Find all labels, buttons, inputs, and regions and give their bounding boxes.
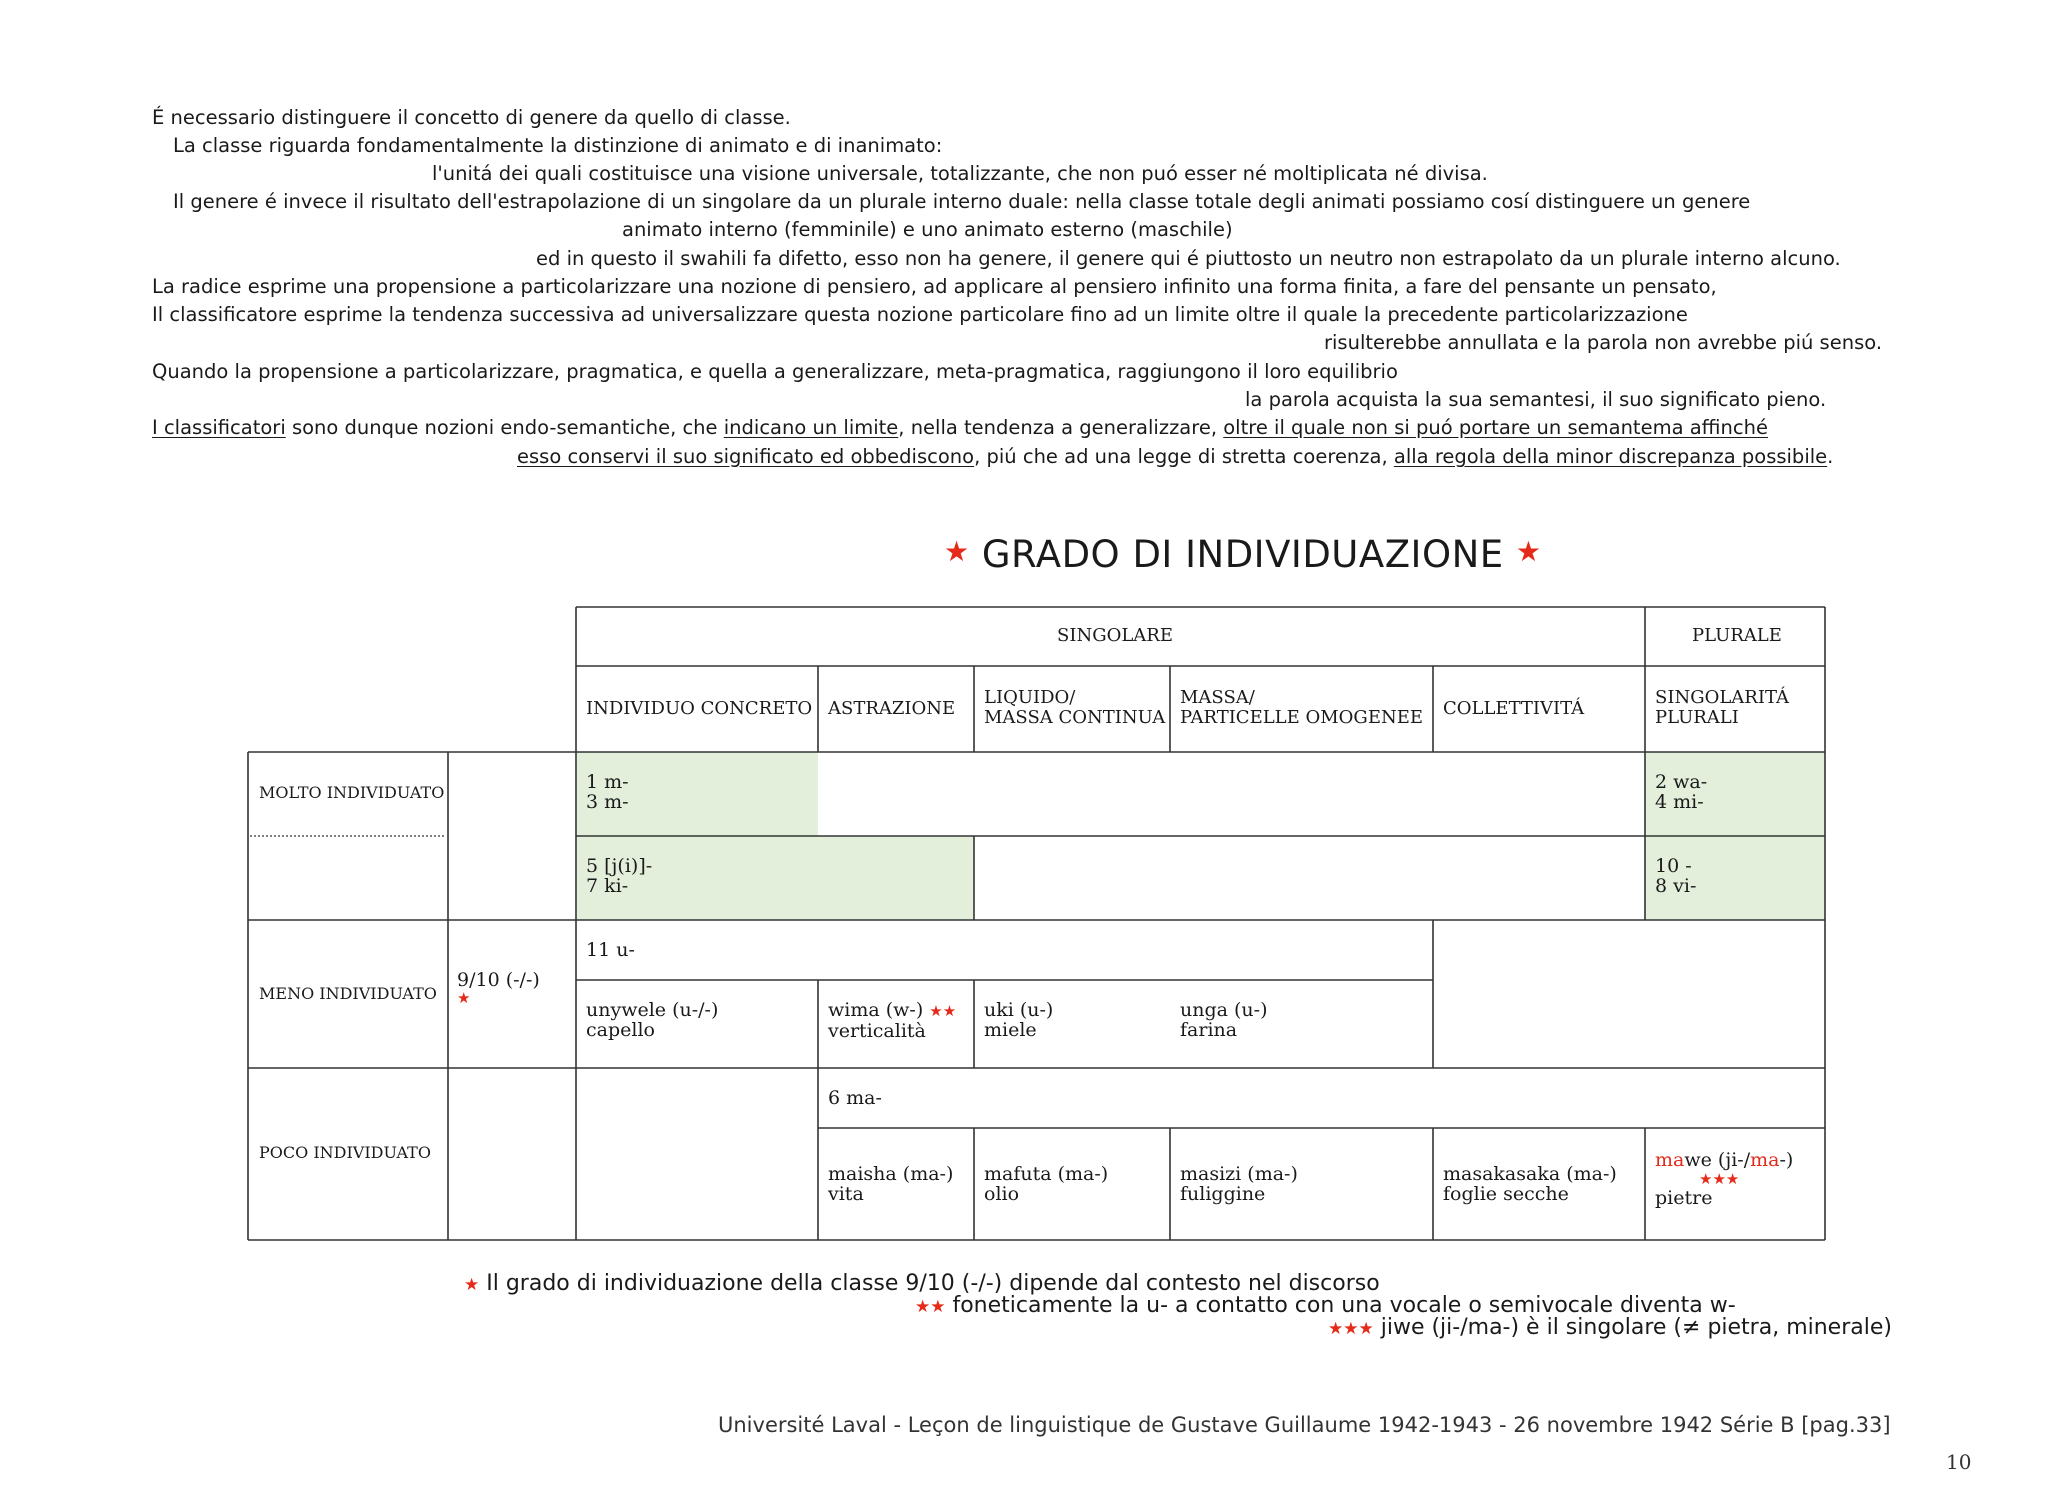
underlined-obbediscono: esso conservi il suo significato ed obbediscono xyxy=(517,445,975,468)
underlined-semantema: oltre il quale non si puó portare un semantema affinché xyxy=(1223,416,1768,439)
cell-2wa-4mi xyxy=(1655,772,1707,812)
cell-unga xyxy=(1180,1000,1268,1040)
star-icon: ★★★ xyxy=(1699,1170,1740,1188)
text-line-2: La classe riguarda fondamentalmente la distinzione di animato e di inanimato: xyxy=(173,134,943,157)
cell-line: farina xyxy=(1180,1019,1238,1041)
cell-line: 1 m- xyxy=(586,771,629,793)
cell-line: 10 - xyxy=(1655,855,1692,877)
footnote-text: Il grado di individuazione della classe 9/10 (-/-) dipende dal contesto nel discorso xyxy=(479,1271,1380,1296)
text-segment: , piú che ad una legge di stretta coerenza, xyxy=(974,445,1394,468)
text-segment: . xyxy=(1827,445,1834,468)
row-meno-individuato: MENO INDIVIDUATO xyxy=(259,984,437,1003)
cell-line: 4 mi- xyxy=(1655,791,1704,813)
title-text: GRADO DI INDIVIDUAZIONE xyxy=(981,533,1504,576)
col-massa-line1: MASSA/ xyxy=(1180,687,1255,708)
underlined-regola: alla regola della minor discrepanza possibile xyxy=(1393,445,1828,468)
text-line-7: La radice esprime una propensione a particolarizzare una nozione di pensiero, ad applicare al pensiero infinito una forma finita, a fare del pensante un pensato, xyxy=(152,275,1717,298)
cell-line: verticalità xyxy=(828,1020,926,1042)
text-line-4: Il genere é invece il risultato dell'estrapolazione di un singolare da un plurale interno duale: nella classe totale degli animati possiamo cosí distinguere un genere xyxy=(173,190,1751,213)
text-segment: we (ji-/ xyxy=(1684,1149,1751,1171)
star-icon: ★ xyxy=(457,989,471,1007)
cell-line: maisha (ma-) xyxy=(828,1163,954,1185)
star-icon: ★ xyxy=(944,535,970,568)
cell-line: mafuta (ma-) xyxy=(984,1163,1109,1185)
col-singolarita-line2: PLURALI xyxy=(1655,707,1739,728)
text-line-5: animato interno (femminile) e uno animato esterno (maschile) xyxy=(622,218,1233,241)
col-liquido xyxy=(984,688,1165,728)
underlined-classificatori: I classificatori xyxy=(152,416,286,439)
cell-line: masizi (ma-) xyxy=(1180,1163,1298,1185)
text-line-8: Il classificatore esprime la tendenza successiva ad universalizzare questa nozione particolare fino ad un limite oltre il quale la precedente particolarizzazione xyxy=(152,303,1688,326)
footnote-3 xyxy=(1328,1316,1892,1341)
col-massa-line2: PARTICELLE OMOGENEE xyxy=(1180,707,1423,728)
cell-line: unywele (u-/-) xyxy=(586,999,719,1021)
cell-masakasaka xyxy=(1443,1164,1617,1204)
col-singolarita-line1: SINGOLARITÁ xyxy=(1655,687,1789,708)
star-icon: ★ xyxy=(1515,535,1542,568)
cell-masizi xyxy=(1180,1164,1298,1204)
col-astrazione: ASTRAZIONE xyxy=(828,698,956,719)
cell-line: capello xyxy=(586,1019,655,1041)
footnote-text: jiwe (ji-/ma-) è il singolare (≠ pietra, minerale) xyxy=(1373,1315,1892,1340)
source-credit: Université Laval - Leçon de linguistique de Gustave Guillaume 1942-1943 - 26 novembre 1942 Série B [pag.33] xyxy=(718,1413,1891,1437)
text-line-10: Quando la propensione a particolarizzare, pragmatica, e quella a generalizzare, meta-pragmatica, raggiungono il loro equilibrio xyxy=(152,360,1398,383)
cell-line: foglie secche xyxy=(1443,1183,1569,1205)
col-liquido-line2: MASSA CONTINUA xyxy=(984,707,1166,728)
star-icon: ★★ xyxy=(915,1297,946,1317)
cell-line: miele xyxy=(984,1019,1037,1041)
col-individuo-concreto: INDIVIDUO CONCRETO xyxy=(586,698,813,719)
underlined-limite: indicano un limite xyxy=(723,416,899,439)
cell-unywele xyxy=(586,1000,718,1040)
text-segment: , nella tendenza a generalizzare, xyxy=(898,416,1224,439)
cell-1m-3m xyxy=(586,772,629,812)
cell-mafuta xyxy=(984,1164,1108,1204)
cell-line: pietre xyxy=(1655,1187,1713,1209)
text-line-6: ed in questo il swahili fa difetto, esso non ha genere, il genere qui é piuttosto un neutro non estrapolato da un plurale interno alcuno. xyxy=(536,247,1841,270)
text-red: ma xyxy=(1655,1149,1685,1171)
col-massa xyxy=(1180,688,1423,728)
cell-line: 3 m- xyxy=(586,791,629,813)
class-9-10 xyxy=(457,970,540,1006)
cell-line: 2 wa- xyxy=(1655,771,1708,793)
row-poco-individuato: POCO INDIVIDUATO xyxy=(259,1143,431,1162)
star-icon: ★ xyxy=(464,1275,480,1295)
page-number: 10 xyxy=(1946,1450,1972,1474)
star-icon: ★★★ xyxy=(1328,1319,1374,1339)
text-line-1: É necessario distinguere il concetto di genere da quello di classe. xyxy=(152,106,791,129)
cell-wima xyxy=(828,1000,956,1041)
col-collettivita: COLLETTIVITÁ xyxy=(1443,698,1585,719)
text-red: ma xyxy=(1750,1149,1780,1171)
cell-11u: 11 u- xyxy=(586,939,635,961)
cell-line: masakasaka (ma-) xyxy=(1443,1163,1617,1185)
text-segment: sono dunque nozioni endo-semantiche, che xyxy=(285,416,724,439)
footnote-text: foneticamente la u- a contatto con una vocale o semivocale diventa w- xyxy=(945,1293,1736,1318)
cell-line: 7 ki- xyxy=(586,875,629,897)
cell-line: vita xyxy=(828,1183,864,1205)
cell-5-7 xyxy=(586,856,652,896)
cell-maisha xyxy=(828,1164,953,1204)
cell-line: fuliggine xyxy=(1180,1183,1266,1205)
text-line-9: risulterebbe annullata e la parola non avrebbe piú senso. xyxy=(1324,331,1883,354)
cell-line: olio xyxy=(984,1183,1020,1205)
cell-10-8 xyxy=(1655,856,1696,896)
col-liquido-line1: LIQUIDO/ xyxy=(984,687,1076,708)
cell-line: unga (u-) xyxy=(1180,999,1268,1021)
header-plurale: PLURALE xyxy=(1692,625,1782,646)
cell-line: 5 [j(i)]- xyxy=(586,855,653,877)
text-line-3: l'unitá dei quali costituisce una visione universale, totalizzante, che non puó esser né moltiplicata né divisa. xyxy=(432,162,1488,185)
header-singolare: SINGOLARE xyxy=(1057,625,1173,646)
cell-line: 8 vi- xyxy=(1655,875,1697,897)
cell-6ma: 6 ma- xyxy=(828,1087,882,1109)
class-9-10-label: 9/10 (-/-) xyxy=(457,969,540,991)
col-singolarita xyxy=(1655,688,1789,728)
text-line-11: la parola acquista la sua semantesi, il suo significato pieno. xyxy=(1245,388,1827,411)
cell-line: wima (w-) xyxy=(828,999,924,1021)
cell-uki xyxy=(984,1000,1053,1040)
star-icon: ★★ xyxy=(929,1002,957,1020)
row-molto-individuato: MOLTO INDIVIDUATO xyxy=(259,783,445,802)
cell-line: uki (u-) xyxy=(984,999,1054,1021)
text-segment: -) xyxy=(1779,1149,1794,1171)
cell-mawe xyxy=(1655,1150,1793,1208)
